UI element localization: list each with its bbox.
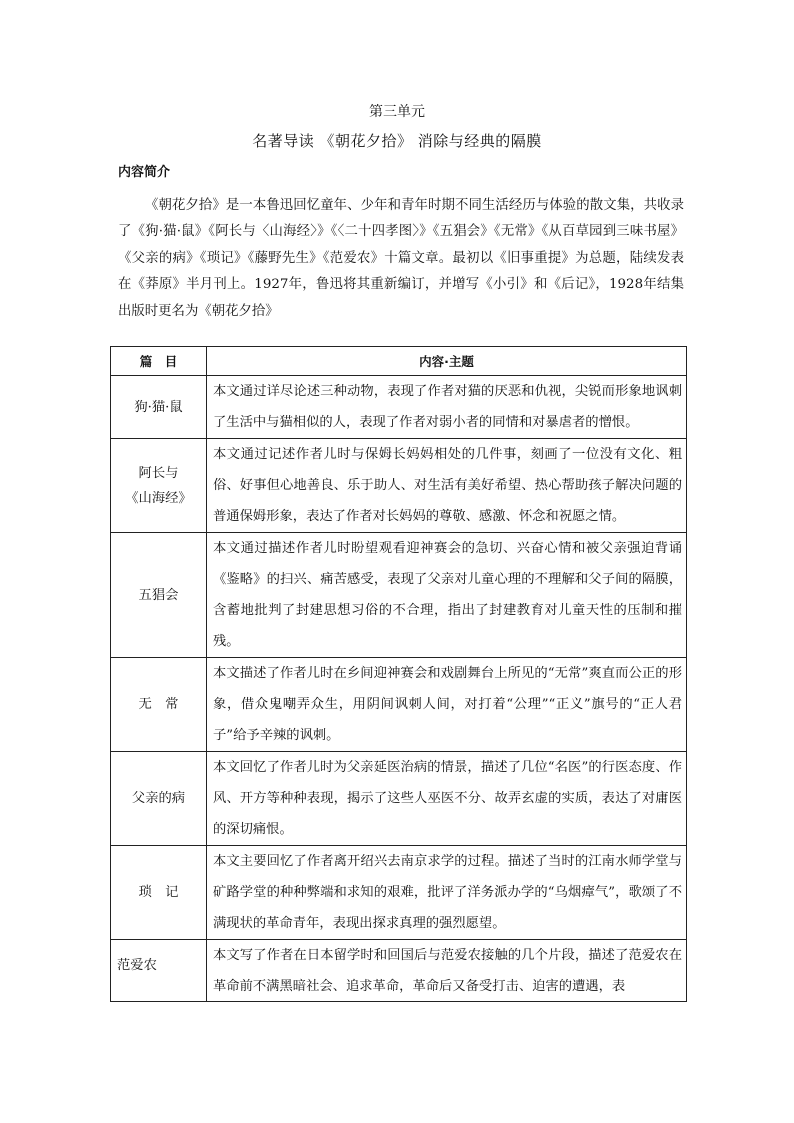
- unit-title: 第三单元: [369, 104, 425, 120]
- table-row: [111, 658, 687, 752]
- work-summary: 本文通过记述作者儿时与保姆长妈妈相处的几件事，刻画了一位没有文化、粗俗、好事但心地善良、乐于助人、对生活有美好希望、热心帮助孩子解决问题的普通保姆形象，表达了作者对长妈妈的尊敬、感激、怀念和祝愿之情。: [207, 439, 687, 533]
- intro-paragraph: 《朝花夕拾》是一本鲁迅回忆童年、少年和青年时期不同生活经历与体验的散文集，共收录了《狗·猫·鼠》《阿长与〈山海经〉》《〈二十四孝图〉》《五猖会》《无常》《从百草园到三味书屋》《父亲的病》《琐记》《藤野先生》《范爱农》十篇文章。最初以《旧事重提》为总题，陆续发表在《莽原》半月刊上。1927年，鲁迅将其重新编订，并增写《小引》和《后记》，1928年结集出版时更名为《朝花夕拾》: [118, 198, 684, 319]
- work-title: 琐 记: [111, 846, 207, 940]
- table-header-row: [111, 347, 687, 376]
- work-title: 五猖会: [111, 533, 207, 658]
- table-row: [111, 752, 687, 846]
- table-row: [111, 376, 687, 439]
- section-heading-intro: 内容简介: [118, 165, 171, 180]
- works-table: [110, 346, 687, 1002]
- column-header-title: 篇 目: [111, 347, 207, 376]
- work-title-line: 《山海经》: [125, 490, 192, 506]
- table-row: [111, 940, 687, 1002]
- work-summary: 本文通过描述作者儿时盼望观看迎神赛会的急切、兴奋心情和被父亲强迫背诵《鉴略》的扫兴、痛苦感受，表现了父亲对儿童心理的不理解和父子间的隔膜，含蓄地批判了封建思想习俗的不合理，指出了封建教育对儿童天性的压制和摧残。: [207, 533, 687, 658]
- table-row: [111, 846, 687, 940]
- work-title: 父亲的病: [111, 752, 207, 846]
- work-summary: 本文写了作者在日本留学时和回国后与范爱农接触的几个片段，描述了范爱农在革命前不满黑暗社会、追求革命，革命后又备受打击、迫害的遭遇，表: [213, 948, 682, 994]
- work-title: 狗·猫·鼠: [111, 376, 207, 439]
- work-title: [111, 439, 207, 533]
- work-summary: 本文回忆了作者儿时为父亲延医治病的情景，描述了几位“名医”的行医态度、作风、开方等种种表现，揭示了这些人巫医不分、故弄玄虚的实质，表达了对庸医的深切痛恨。: [207, 752, 687, 846]
- document-title: 名著导读 《朝花夕拾》 消除与经典的隔膜: [252, 132, 542, 150]
- column-header-content: 内容·主题: [207, 347, 687, 376]
- work-title-line: 阿长与: [138, 465, 179, 481]
- work-summary-cell: [207, 940, 687, 1002]
- work-title: 范爱农: [111, 940, 207, 1002]
- work-title: 无 常: [111, 658, 207, 752]
- work-summary: 本文主要回忆了作者离开绍兴去南京求学的过程。描述了当时的江南水师学堂与矿路学堂的种种弊端和求知的艰难，批评了洋务派办学的“乌烟瘴气”，歌颂了不满现状的革命青年，表现出探求真理的强烈愿望。: [207, 846, 687, 940]
- table-row: [111, 439, 687, 533]
- work-summary: 本文通过详尽论述三种动物，表现了作者对猫的厌恶和仇视，尖锐而形象地讽刺了生活中与猫相似的人，表现了作者对弱小者的同情和对暴虐者的憎恨。: [207, 376, 687, 439]
- table-row: [111, 533, 687, 658]
- work-summary: 本文描述了作者儿时在乡间迎神赛会和戏剧舞台上所见的“无常”爽直而公正的形象，借众鬼嘲弄众生，用阴间讽刺人间，对打着“公理”“正义”旗号的“正人君子”给予辛辣的讽刺。: [207, 658, 687, 752]
